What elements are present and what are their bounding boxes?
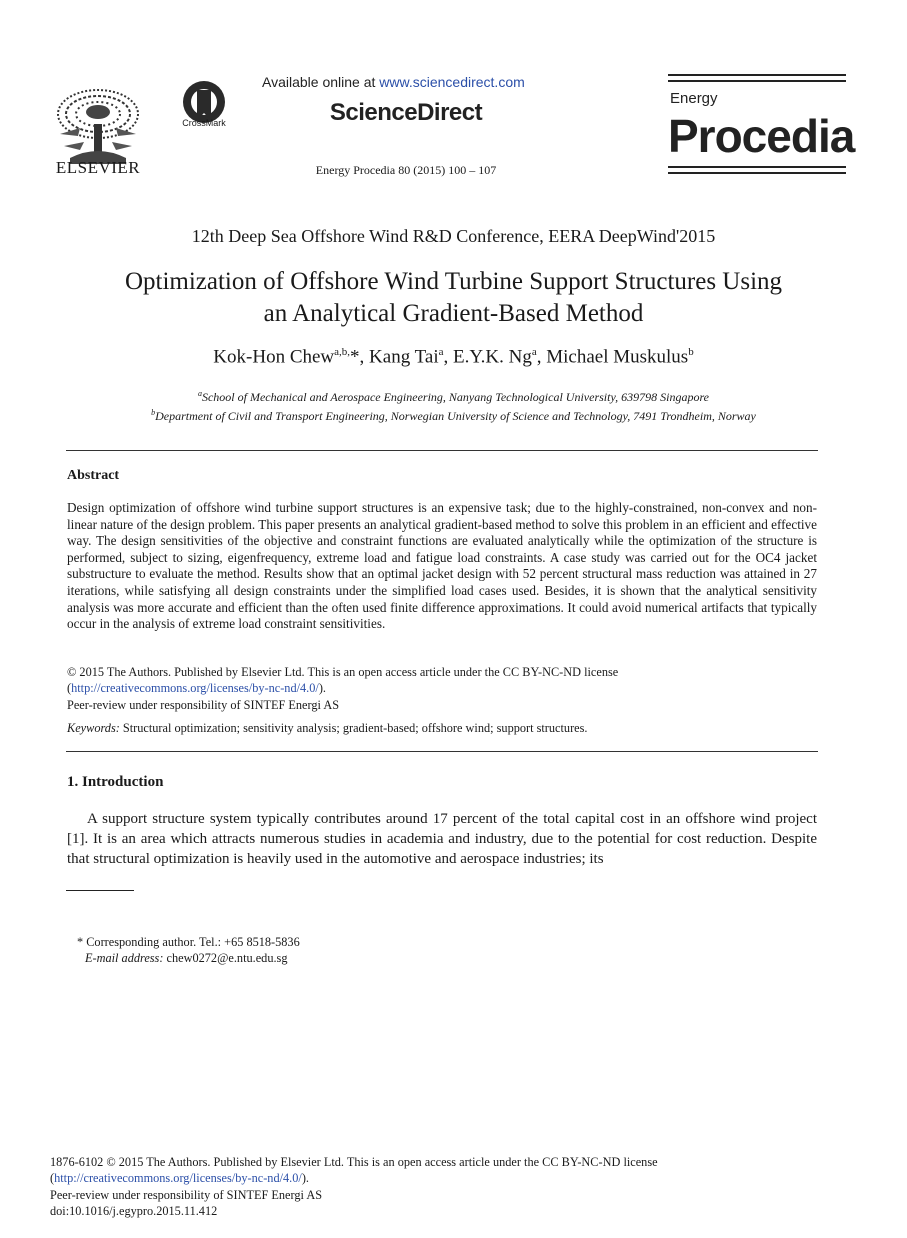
author-name: Michael Muskulus	[546, 346, 689, 368]
bottom-license-line	[50, 1170, 850, 1186]
logo-procedia-text: Procedia	[668, 110, 855, 162]
copyright-notice	[67, 664, 817, 713]
paren-open: (	[50, 1171, 55, 1186]
title-line-2: an Analytical Gradient-Based Method	[263, 300, 644, 327]
affiliation-text: School of Mechanical and Aerospace Engineering, Nanyang Technological University, 639798 Singapore	[201, 390, 710, 404]
affiliations	[40, 386, 867, 424]
conference-name: 12th Deep Sea Offshore Wind R&D Conference, EERA DeepWind'2015	[191, 226, 716, 246]
corresponding-footnote	[77, 934, 577, 967]
available-prefix: Available online at	[262, 74, 380, 90]
license-line	[67, 680, 817, 696]
author-affiliation-mark: a	[531, 346, 537, 358]
corresponding-author-line: * Corresponding author. Tel.: +65 8518-5836	[77, 935, 300, 949]
affiliation-mark: a	[197, 389, 202, 398]
bottom-publication-info	[50, 1154, 850, 1220]
introduction-heading: 1. Introduction	[67, 774, 164, 790]
author-list	[40, 346, 867, 368]
paper-title	[40, 266, 867, 330]
logo-energy-text: Energy	[670, 90, 718, 107]
author-separator: ,	[536, 346, 547, 368]
peer-review-line: Peer-review under responsibility of SINTEF Energi AS	[67, 697, 340, 712]
email-line	[77, 950, 577, 966]
keywords-line	[67, 721, 817, 736]
divider-top	[66, 450, 818, 451]
affiliation-text: Department of Civil and Transport Engineering, Norwegian University of Science and Technology, 7491 Trondheim, Norway	[155, 409, 756, 423]
available-online-line	[262, 74, 562, 90]
abstract-heading: Abstract	[67, 468, 120, 483]
author-name: Kang Tai	[369, 346, 439, 368]
paren-open: (	[67, 681, 72, 696]
issn-copyright-line: 1876-6102 © 2015 The Authors. Published by Elsevier Ltd. This is an open access article under the CC BY-NC-ND license	[50, 1155, 658, 1169]
author-affiliation-mark: a,b,	[334, 346, 351, 358]
title-line-1: Optimization of Offshore Wind Turbine Support Structures Using	[124, 268, 783, 295]
author-separator: ,	[443, 346, 453, 368]
corresponding-star: *	[350, 346, 360, 368]
author-separator: ,	[359, 346, 370, 368]
author-affiliation-mark: a	[438, 346, 444, 358]
affiliation-a	[40, 386, 867, 405]
publisher-name: ELSEVIER	[55, 158, 141, 177]
sciencedirect-wordmark: ScienceDirect	[329, 99, 483, 126]
footnote-rule	[66, 890, 134, 891]
paren-close: ).	[318, 681, 326, 696]
introduction-text: A support structure system typically contributes around 17 percent of the total capital cost in an offshore wind project [1]. It is an area which attracts numerous studies in academia and industry, due to the potential for cost reduction. Despite that structural optimization is heavily used in the automotive and aerospace industries; its	[67, 811, 817, 867]
crossmark-label: CrossMark	[182, 118, 226, 128]
sciencedirect-link[interactable]: www.sciencedirect.com	[379, 74, 525, 90]
license-link[interactable]: http://creativecommons.org/licenses/by-nc-nd/4.0/	[71, 681, 319, 696]
author-name: Kok-Hon Chew	[213, 346, 335, 368]
abstract-text: Design optimization of offshore wind turbine support structures is an expensive task; due to the highly-constrained, non-convex and non-linear nature of the design problem. This paper presents an analytical gradient-based method to solve this problem in an efficient and effective way. The design sensitivities of the objective and constraint functions are evaluated analytically while the optimization of the structure is performed, subject to sizing, eigenfrequency, extreme load and fatigue load constraints. A case study was carried out for the OC4 jacket substructure to evaluate the method. Results show that an optimal jacket design with 52 percent structural mass reduction was attained in 27 iterations, while satisfying all design constraints under the simplified load cases used. Besides, it is shown that the analytical sensitivity analysis was more accurate and efficient than the often used finite difference approximations. It could avoid numerical artifacts that typically occur in the analysis of extreme load constraint sensitivities.	[67, 500, 817, 632]
email-address: chew0272@e.ntu.edu.sg	[163, 951, 288, 966]
email-label: E-mail address:	[85, 951, 164, 966]
keywords-list: Structural optimization; sensitivity analysis; gradient-based; offshore wind; support structures.	[119, 721, 588, 735]
keywords-label: Keywords:	[67, 721, 120, 735]
energy-procedia-logo	[668, 74, 855, 176]
author-name: E.Y.K. Ng	[453, 346, 532, 368]
doi-line: doi:10.1016/j.egypro.2015.11.412	[50, 1204, 218, 1219]
affiliation-b	[40, 405, 867, 424]
copyright-line: © 2015 The Authors. Published by Elsevier Ltd. This is an open access article under the CC BY-NC-ND license	[67, 665, 619, 679]
paren-close: ).	[301, 1171, 309, 1186]
affiliation-mark: b	[151, 408, 156, 417]
journal-reference: Energy Procedia 80 (2015) 100 – 107	[315, 163, 497, 177]
bottom-license-link[interactable]: http://creativecommons.org/licenses/by-nc-nd/4.0/	[54, 1171, 302, 1186]
bottom-peer-review: Peer-review under responsibility of SINTEF Energi AS	[50, 1187, 323, 1202]
divider-bottom	[66, 751, 818, 752]
author-affiliation-mark: b	[688, 346, 694, 358]
